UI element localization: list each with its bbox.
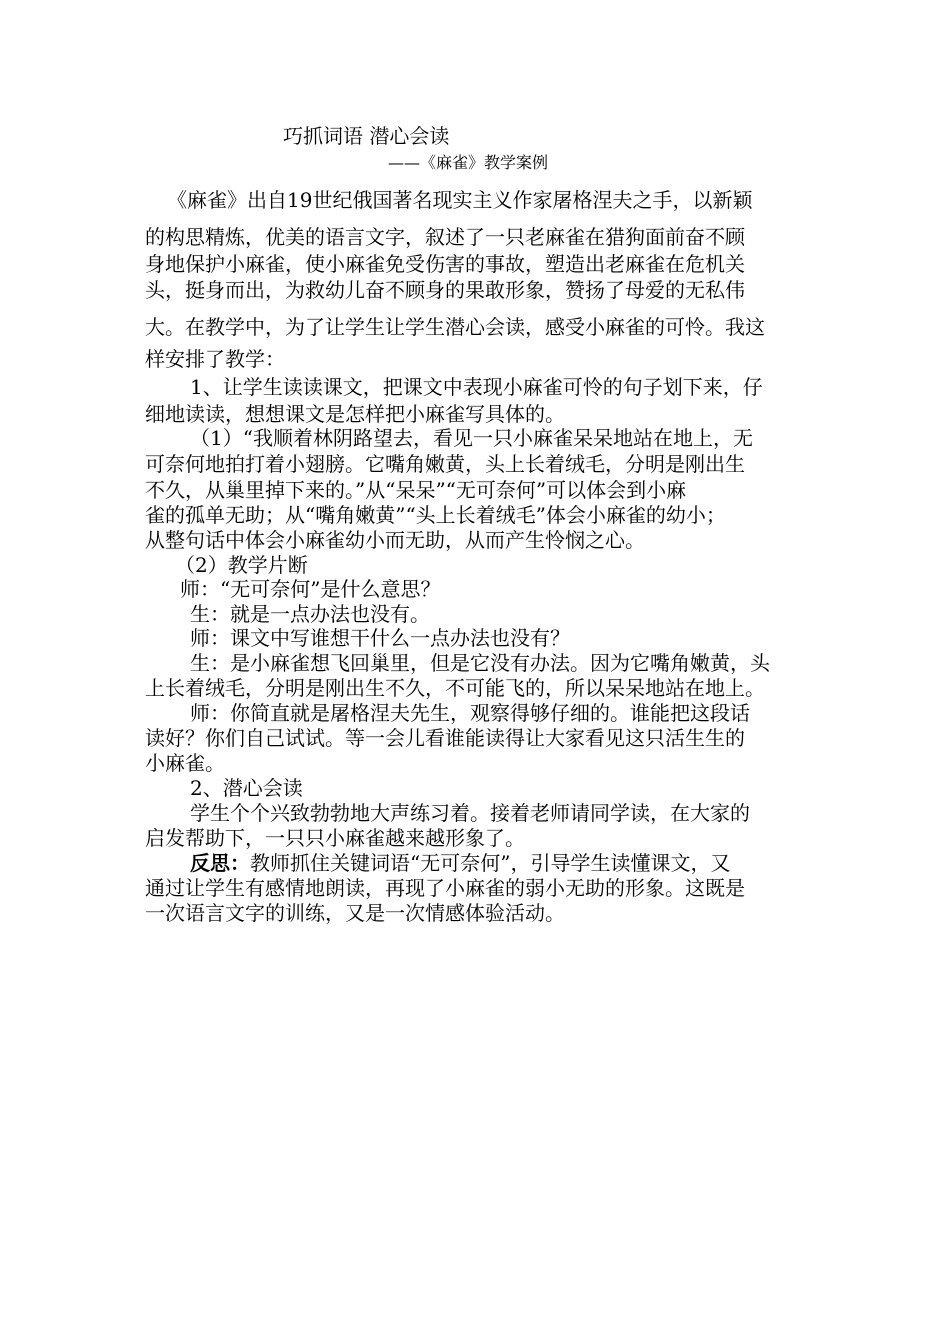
paragraph-line: 《麻雀》出自19世纪俄国著名现实主义作家屠格涅夫之手，以新颖	[167, 188, 753, 212]
paragraph-line: 身地保护小麻雀，使小麻雀免受伤害的事故，塑造出老麻雀在危机关	[145, 252, 745, 276]
document-title: 巧抓词语 潜心会读	[283, 124, 450, 148]
paragraph-line: （1）“我顺着林阴路望去，看见一只小麻雀呆呆地站在地上，无	[190, 426, 753, 450]
paragraph-line: 学生个个兴致勃勃地大声练习着。接着老师请同学读，在大家的	[190, 801, 750, 825]
paragraph-line: 可奈何地拍打着小翅膀。它嘴角嫩黄，头上长着绒毛，分明是刚出生	[145, 452, 745, 476]
paragraph-line: 样安排了教学：	[145, 347, 285, 371]
paragraph-line: 师：“无可奈何”是什么意思？	[180, 577, 441, 601]
paragraph-line: 1、让学生读读课文，把课文中表现小麻雀可怜的句子划下来，仔	[190, 375, 763, 399]
paragraph-line: 小麻雀。	[145, 751, 225, 775]
paragraph-line: 生：是小麻雀想飞回巢里，但是它没有办法。因为它嘴角嫩黄，头	[190, 651, 770, 675]
paragraph-line: 大。在教学中，为了让学生让学生潜心会读，感受小麻雀的可怜。我这	[145, 315, 765, 339]
paragraph-line: 不久，从巢里掉下来的。”从“呆呆”“无可奈何”可以体会到小麻	[145, 478, 687, 502]
reflection-line	[190, 850, 730, 876]
paragraph-line: 读好？你们自己试试。等一会儿看谁能读得让大家看见这只活生生的	[145, 726, 745, 750]
paragraph-line: 上长着绒毛，分明是刚出生不久，不可能飞的，所以呆呆地站在地上。	[145, 676, 765, 700]
paragraph-line: 一次语言文字的训练，又是一次情感体验活动。	[145, 901, 565, 925]
paragraph-line: 的构思精炼，优美的语言文字，叙述了一只老麻雀在猎狗面前奋不顾	[145, 225, 745, 249]
paragraph-line: 雀的孤单无助；从“嘴角嫩黄”“头上长着绒毛”体会小麻雀的幼小；	[145, 503, 726, 527]
paragraph-line: 2、潜心会读	[190, 776, 303, 800]
paragraph-line: 细地读读，想想课文是怎样把小麻雀写具体的。	[145, 402, 565, 426]
reflection-label: 反思：	[190, 851, 250, 875]
paragraph-line: 生：就是一点办法也没有。	[190, 602, 430, 626]
paragraph-line: （2）教学片断	[175, 553, 308, 577]
paragraph-line: 师：你简直就是屠格涅夫先生，观察得够仔细的。谁能把这段话	[190, 701, 750, 725]
paragraph-line: 从整句话中体会小麻雀幼小而无助，从而产生怜悯之心。	[145, 528, 645, 552]
document-subtitle: ——《麻雀》教学案例	[388, 153, 549, 172]
paragraph-line: 头，挺身而出，为救幼儿奋不顾身的果敢形象，赞扬了母爱的无私伟	[145, 278, 745, 302]
reflection-text: 教师抓住关键词语“无可奈何”，引导学生读懂课文，又	[250, 851, 731, 875]
paragraph-line: 启发帮助下，一只只小麻雀越来越形象了。	[145, 826, 525, 850]
paragraph-line: 通过让学生有感情地朗读，再现了小麻雀的弱小无助的形象。这既是	[145, 876, 745, 900]
paragraph-line: 师：课文中写谁想干什么一点办法也没有？	[190, 626, 570, 650]
